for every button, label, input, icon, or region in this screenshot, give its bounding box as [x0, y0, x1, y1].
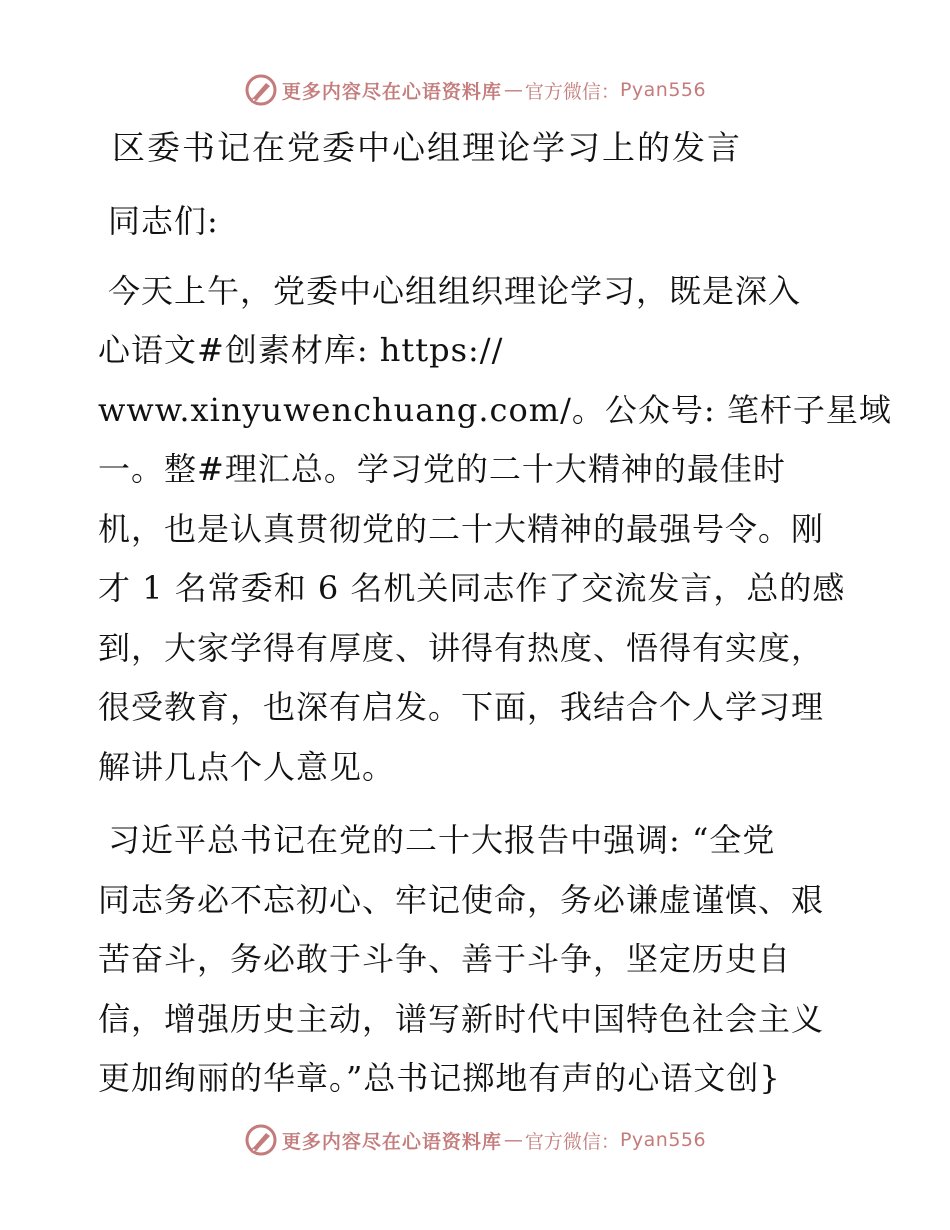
paragraph-line: 今天上午，党委中心组组织理论学习，既是深入	[108, 271, 802, 310]
pen-circle-logo-icon	[244, 1123, 278, 1157]
paragraph-line: 机，也是认真贯彻党的二十大精神的最强号令。刚	[98, 509, 825, 548]
paragraph-line: 到，大家学得有厚度、讲得有热度、悟得有实度，	[98, 628, 825, 667]
paragraph-line: 信，增强历史主动，谱写新时代中国特色社会主义	[98, 999, 825, 1038]
paragraph-line: www.xinyuwenchuang.com/。公众号: 笔杆子星域	[98, 390, 892, 429]
watermark-wechat-label: 官方微信：	[524, 1130, 620, 1153]
watermark-separator: —	[503, 1129, 523, 1151]
paragraph-line: 解讲几点个人意见。	[98, 747, 396, 786]
footer-watermark	[0, 1120, 950, 1160]
paragraph-line: 一。整#理汇总。学习党的二十大精神的最佳时	[98, 450, 786, 488]
document-title: 区委书记在党委中心组理论学习上的发言	[112, 128, 742, 167]
watermark-wechat-id: Pyan556	[619, 79, 707, 101]
paragraph-line: 心语文#创素材库: https://	[98, 331, 504, 369]
pen-circle-logo-icon	[244, 73, 278, 107]
watermark-wechat-id: Pyan556	[619, 1129, 707, 1151]
paragraph-2	[98, 811, 850, 1109]
salutation: 同志们:	[108, 202, 219, 240]
watermark-separator: —	[503, 79, 523, 101]
paragraph-line: 苦奋斗，务必敢于斗争、善于斗争，坚定历史自	[98, 940, 792, 978]
paragraph-line: 才 1 名常委和 6 名机关同志作了交流发言，总的感	[98, 569, 846, 607]
paragraph-line: 同志务必不忘初心、牢记使命，务必谦虚谨慎、艰	[98, 880, 825, 919]
paragraph-line: 很受教育，也深有启发。下面，我结合个人学习理	[98, 688, 825, 726]
header-watermark	[0, 70, 950, 110]
document-body	[98, 118, 892, 1109]
watermark-main-text: 更多内容尽在心语资料库	[281, 1130, 502, 1153]
watermark-main-text: 更多内容尽在心语资料库	[281, 80, 502, 103]
paragraph-line: 更加绚丽的华章。”总书记掷地有声的心语文创}	[98, 1059, 781, 1097]
paragraph-line: 习近平总书记在党的二十大报告中强调: “全党	[108, 821, 776, 859]
paragraph-1	[98, 262, 892, 798]
watermark-wechat-label: 官方微信：	[524, 80, 620, 103]
